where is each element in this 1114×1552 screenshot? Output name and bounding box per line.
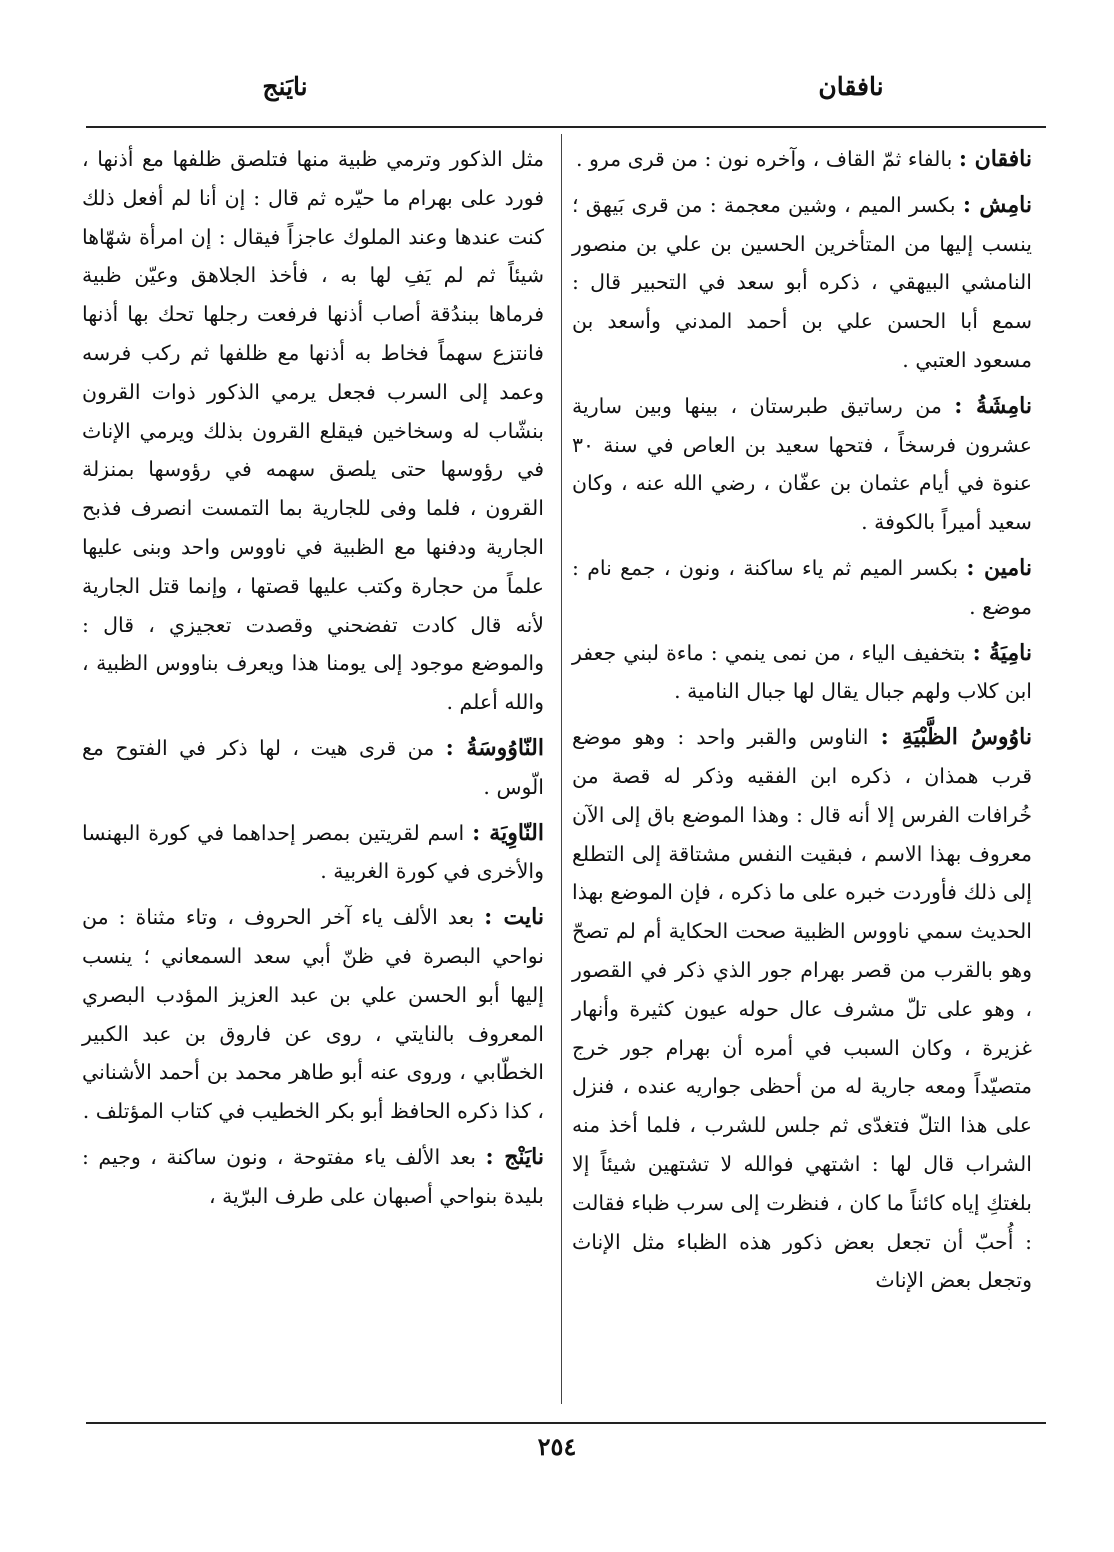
entry-text: بعد الألف ياء مفتوحة ، ونون ساكنة ، وجيم : بليدة بنواحي أصبهان على طرف البرّية ، xyxy=(82,1144,544,1208)
entry-text: بعد الألف ياء آخر الحروف ، وتاء مثناة : من نواحي البصرة في ظنّ أبي سعد السمعاني ؛ ينسب إليها أبو الحسن علي بن عبد العزيز المؤدب البصري المعروف بالنايتي ، روى عن فاروق بن عبد الكبير الخطّابي ، وروى عنه أبو طاهر محمد بن أحمد الأشناني ، كذا ذكره الحافظ أبو بكر الخطيب في كتاب المؤتلف . xyxy=(82,905,544,1124)
entry xyxy=(82,1138,544,1216)
entry-headword: نايَنْج : xyxy=(485,1143,544,1170)
entry-headword: ناوُوسُ الظَّبْيَةِ : xyxy=(880,724,1032,751)
entry-text: من رساتيق طبرستان ، بينها وبين سارية عشرون فرسخاً ، فتحها سعيد بن العاص في سنة ٣٠ عنوة في أيام عثمان بن عفّان ، رضي الله عنه ، وكان سعيد أميراً بالكوفة . xyxy=(572,393,1032,535)
running-head-left: نايَنج xyxy=(262,72,308,101)
entry-text: بتخفيف الياء ، من نمى ينمي : ماءة لبني جعفر ابن كلاب ولهم جبال يقال لها جبال النامية . xyxy=(572,640,1032,704)
entry-headword: نايت : xyxy=(484,904,544,931)
entry xyxy=(572,387,1032,542)
entry xyxy=(572,634,1032,712)
entry-text: بكسر الميم ، وشين معجمة : من قرى بَيهق ؛ ينسب إليها من المتأخرين الحسين بن علي بن منصور النامشي البيهقي ، ذكره أبو سعد في التحبير قال : سمع أبا الحسن علي بن أحمد المدني وأسعد بن مسعود العتبي . xyxy=(572,192,1032,372)
running-head-right: نافقان xyxy=(818,72,884,101)
entry xyxy=(572,186,1032,380)
entry xyxy=(82,814,544,892)
footer-rule xyxy=(86,1422,1046,1424)
header-rule xyxy=(86,126,1046,128)
entry-continuation xyxy=(82,140,544,722)
entry-text: بالفاء ثمّ القاف ، وآخره نون : من قرى مرو . xyxy=(575,147,959,171)
entry xyxy=(82,898,544,1131)
entry-text: مثل الذكور وترمي ظبية منها فتلصق ظلفها مع أذنها ، فورد على بهرام ما حيّره ثم قال : إن أنا لم أفعل ذلك كنت عندها وعند الملوك عاجزاً فيقال : إن امرأة شهّاها شيئاً ثم لم يَفِ لها به ، فأخذ الجلاهق وعيّن ظبية فرماها ببندُقة أصاب أذنها فرفعت رجلها تحك بها أذنها فانتزع سهماً فخاط به أذنها مع ظلفها ثم ركب فرسه وعمد إلى السرب فجعل يرمي الذكور ذوات القرون بنشّاب له وسخاخين فيقلع القرون بذلك ويرمي الإناث في رؤوسها حتى يلصق سهمه في رؤوسها بمنزلة القرون ، فلما وفى للجارية بما التمست انصرف فذبح الجارية ودفنها مع الظبية في ناووس واحد وبنى عليها علماً من حجارة وكتب عليها قصتها ، وإنما قتل الجارية لأنه قال كادت تفضحني وقصدت تعجيزي ، قال : والموضع موجود إلى يومنا هذا ويعرف بناووس الظبية ، والله أعلم . xyxy=(82,147,544,715)
entry-text: الناوس والقبر واحد : وهو موضع قرب همذان ، ذكره ابن الفقيه وذكر له قصة من خُرافات الفرس إلا أنه قال : وهذا الموضع باق إلى الآن معروف بهذا الاسم ، فبقيت النفس مشتاقة إلى التطلع إلى ذلك فأوردت خبره على ما ذكره ، فإن الموضع بهذا الحديث سمي ناووس الظبية صحت الحكاية أم لم تصحّ وهو بالقرب من قصر بهرام جور الذي ذكر في القصور ، وهو على تلّ مشرف عال حوله عيون كثيرة وأنهار غزيرة ، وكان السبب في أمره أن بهرام جور خرج متصيّداً ومعه جارية له من أحظى جواريه عنده ، فنزل على هذا التلّ فتغدّى ثم جلس للشرب ، فلما أخذ منه الشراب قال لها : اشتهي فوالله لا تشتهين شيئاً إلا بلغتكِ إياه كائناً ما كان ، فنظرت إلى سرب ظباء فقالت : أُحبّ أن تجعل بعض ذكور هذه الظباء مثل الإناث وتجعل بعض الإناث xyxy=(572,725,1032,1293)
entry-headword: نامين : xyxy=(966,554,1032,581)
entry-headword: نامِيَةُ : xyxy=(972,639,1033,666)
entry xyxy=(572,718,1032,1300)
column-divider xyxy=(561,134,562,1404)
left-column xyxy=(82,140,544,1223)
right-column xyxy=(572,140,1032,1307)
entry-text: بكسر الميم ثم ياء ساكنة ، ونون ، جمع نام : موضع . xyxy=(572,555,1032,619)
entry-text: اسم لقريتين بمصر إحداهما في كورة البهنسا والأخرى في كورة الغربية . xyxy=(82,820,544,884)
entry-text: من قرى هيت ، لها ذكر في الفتوح مع الّوس . xyxy=(82,735,544,799)
entry xyxy=(572,549,1032,627)
page-number: ٢٥٤ xyxy=(537,1432,577,1461)
entry-headword: النّاوِيَة : xyxy=(472,819,544,846)
entry-headword: نافقان : xyxy=(958,146,1032,172)
entry-headword: النّاوُوسَةُ : xyxy=(445,734,544,761)
entry xyxy=(82,729,544,807)
entry xyxy=(572,140,1032,179)
entry-headword: نامِشَةُ : xyxy=(954,392,1033,419)
entry-headword: نامِش : xyxy=(962,191,1032,218)
